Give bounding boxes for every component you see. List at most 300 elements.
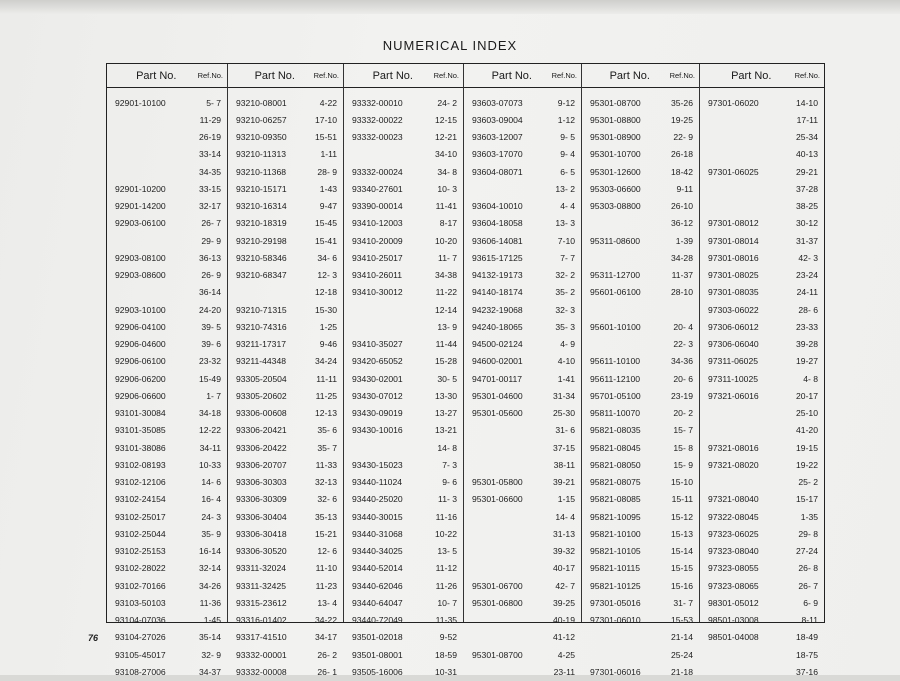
part-number: 97321-08040 xyxy=(708,494,759,505)
table-row xyxy=(582,129,699,146)
table-row xyxy=(228,370,343,387)
part-number: 95301-05800 xyxy=(472,477,523,488)
part-number: 98501-03008 xyxy=(708,615,759,626)
ref-number: 11-22 xyxy=(435,287,457,298)
table-row xyxy=(700,577,824,594)
part-number: 95301-05600 xyxy=(472,408,523,419)
table-row xyxy=(228,422,343,439)
table-row xyxy=(344,198,463,215)
part-number: 93603-07073 xyxy=(472,97,523,108)
ref-number: 13- 9 xyxy=(437,321,457,332)
table-row xyxy=(582,491,699,508)
part-number: 95601-06100 xyxy=(590,287,641,298)
table-row xyxy=(228,215,343,232)
table-row xyxy=(107,318,227,335)
part-number: 92903-10100 xyxy=(115,304,166,315)
ref-number: 1-25 xyxy=(319,321,337,332)
part-number: 93104-07036 xyxy=(115,615,166,626)
ref-number: 11- 7 xyxy=(438,252,457,263)
ref-number: 8-17 xyxy=(439,218,457,229)
table-row xyxy=(464,215,581,232)
table-row xyxy=(464,577,581,594)
ref-number: 1-12 xyxy=(557,114,575,125)
table-row xyxy=(228,560,343,577)
table-row xyxy=(464,301,581,318)
header-ref-no: Ref.No. xyxy=(669,71,695,80)
ref-number: 12- 3 xyxy=(317,270,337,281)
table-row xyxy=(582,163,699,180)
part-number: 93210-71315 xyxy=(236,304,287,315)
ref-number: 34-35 xyxy=(199,166,221,177)
table-row xyxy=(582,198,699,215)
table-row xyxy=(582,111,699,128)
ref-number: 40-13 xyxy=(796,149,818,160)
part-number: 93604-08071 xyxy=(472,166,523,177)
table-row xyxy=(344,370,463,387)
table-row xyxy=(700,336,824,353)
table-row xyxy=(464,163,581,180)
part-number: 93604-10010 xyxy=(472,201,523,212)
ref-number: 32- 6 xyxy=(317,494,337,505)
table-row xyxy=(582,646,699,663)
header-part-no: Part No. xyxy=(609,69,650,82)
ref-number: 23-32 xyxy=(199,356,221,367)
table-row xyxy=(344,318,463,335)
table-row xyxy=(107,370,227,387)
index-column xyxy=(582,64,700,677)
ref-number: 39- 6 xyxy=(201,339,221,350)
table-row xyxy=(344,612,463,629)
ref-number: 35-26 xyxy=(671,97,693,108)
part-number: 93101-30084 xyxy=(115,408,166,419)
part-number: 95821-10125 xyxy=(590,580,641,591)
ref-number: 16- 4 xyxy=(201,494,221,505)
table-row xyxy=(107,560,227,577)
part-number: 93332-00022 xyxy=(352,114,403,125)
table-row xyxy=(700,387,824,404)
ref-number: 34-17 xyxy=(315,632,337,643)
ref-number: 26- 7 xyxy=(201,218,221,229)
ref-number: 11-37 xyxy=(671,270,693,281)
part-number: 97323-08055 xyxy=(708,563,759,574)
part-number: 95301-04600 xyxy=(472,390,523,401)
part-number: 95821-08085 xyxy=(590,494,641,505)
ref-number: 12-21 xyxy=(435,132,457,143)
ref-number: 31-34 xyxy=(553,390,575,401)
table-row xyxy=(582,525,699,542)
table-row xyxy=(464,94,581,111)
ref-number: 20- 2 xyxy=(673,408,693,419)
page-title: NUMERICAL INDEX xyxy=(382,38,518,53)
part-number: 93306-30404 xyxy=(236,511,287,522)
table-row xyxy=(344,474,463,491)
part-number: 93210-09350 xyxy=(236,132,287,143)
part-number: 93102-25044 xyxy=(115,528,166,539)
part-number: 93505-16006 xyxy=(352,666,403,677)
ref-number: 35- 9 xyxy=(201,528,221,539)
table-row xyxy=(228,353,343,370)
table-row xyxy=(107,663,227,680)
ref-number: 24-11 xyxy=(796,287,818,298)
ref-number: 37-15 xyxy=(553,442,575,453)
ref-number: 15-13 xyxy=(671,528,693,539)
part-number: 93210-08001 xyxy=(236,97,287,108)
part-number: 93440-30015 xyxy=(352,511,403,522)
part-number: 92903-08100 xyxy=(115,252,166,263)
table-row xyxy=(344,180,463,197)
ref-number: 14- 6 xyxy=(201,477,221,488)
part-number: 93306-30303 xyxy=(236,477,287,488)
ref-number: 9-12 xyxy=(557,97,575,108)
ref-number: 39-32 xyxy=(553,546,575,557)
table-row xyxy=(464,543,581,560)
part-number: 93440-31068 xyxy=(352,528,403,539)
part-number: 93604-18058 xyxy=(472,218,523,229)
part-number: 93440-72049 xyxy=(352,615,403,626)
table-row xyxy=(464,318,581,335)
part-number: 95611-10100 xyxy=(590,356,641,367)
part-number: 93440-52014 xyxy=(352,563,403,574)
ref-number: 17-10 xyxy=(315,114,337,125)
header-part-no: Part No. xyxy=(372,69,413,82)
ref-number: 8-11 xyxy=(801,615,818,626)
part-number: 93311-32024 xyxy=(236,563,287,574)
ref-number: 15-14 xyxy=(671,546,693,557)
index-column xyxy=(107,64,228,677)
table-row xyxy=(228,629,343,646)
table-row xyxy=(700,543,824,560)
index-column xyxy=(700,64,824,677)
part-number: 94132-19173 xyxy=(472,270,523,281)
part-number: 93311-32425 xyxy=(236,580,287,591)
part-number: 95301-10700 xyxy=(590,149,641,160)
ref-number: 25- 2 xyxy=(798,477,818,488)
part-number: 93210-11368 xyxy=(236,166,287,177)
column-header xyxy=(344,64,463,88)
ref-number: 36-12 xyxy=(671,218,693,229)
table-row xyxy=(228,663,343,680)
table-row xyxy=(228,146,343,163)
part-number: 97301-06010 xyxy=(590,615,641,626)
part-number: 94500-02124 xyxy=(472,339,523,350)
ref-number: 15-21 xyxy=(315,528,337,539)
ref-number: 42- 7 xyxy=(555,580,575,591)
ref-number: 19-27 xyxy=(796,356,818,367)
ref-number: 34-26 xyxy=(199,580,221,591)
table-row xyxy=(344,336,463,353)
table-row xyxy=(228,491,343,508)
table-row xyxy=(582,215,699,232)
ref-number: 23-19 xyxy=(671,390,693,401)
ref-number: 6- 9 xyxy=(803,597,818,608)
part-number: 93315-23612 xyxy=(236,597,287,608)
part-number: 92906-04100 xyxy=(115,321,166,332)
table-row xyxy=(464,560,581,577)
ref-number: 17-11 xyxy=(796,114,818,125)
ref-number: 41-20 xyxy=(796,425,818,436)
part-number: 93410-25017 xyxy=(352,252,403,263)
ref-number: 7- 3 xyxy=(442,459,457,470)
table-row xyxy=(700,249,824,266)
ref-number: 1-43 xyxy=(319,183,337,194)
ref-number: 26- 8 xyxy=(798,563,818,574)
table-row xyxy=(700,301,824,318)
ref-number: 19-15 xyxy=(796,442,818,453)
part-number: 97323-06025 xyxy=(708,528,759,539)
part-number: 97301-06016 xyxy=(590,666,641,677)
table-row xyxy=(107,249,227,266)
part-number: 93410-35027 xyxy=(352,339,403,350)
ref-number: 34-37 xyxy=(199,666,221,677)
table-row xyxy=(464,249,581,266)
table-row xyxy=(700,198,824,215)
ref-number: 38-11 xyxy=(553,459,575,470)
part-number: 93430-09019 xyxy=(352,408,403,419)
ref-number: 37-28 xyxy=(796,183,818,194)
table-row xyxy=(228,405,343,422)
table-row xyxy=(464,370,581,387)
part-number: 93340-27601 xyxy=(352,183,403,194)
part-number: 97323-08040 xyxy=(708,546,759,557)
table-row xyxy=(464,405,581,422)
part-number: 92903-06100 xyxy=(115,218,166,229)
table-row xyxy=(344,594,463,611)
part-number: 95301-08700 xyxy=(590,97,641,108)
ref-number: 14- 4 xyxy=(555,511,575,522)
ref-number: 42- 3 xyxy=(798,252,818,263)
ref-number: 29- 8 xyxy=(798,528,818,539)
ref-number: 9-11 xyxy=(676,183,693,194)
part-number: 97301-06020 xyxy=(708,97,759,108)
part-number: 92906-06200 xyxy=(115,373,166,384)
ref-number: 41-12 xyxy=(553,632,575,643)
table-row xyxy=(582,301,699,318)
header-part-no: Part No. xyxy=(491,69,532,82)
part-number: 93306-00608 xyxy=(236,408,287,419)
ref-number: 27-24 xyxy=(796,546,818,557)
part-number: 95301-08800 xyxy=(590,114,641,125)
table-row xyxy=(700,111,824,128)
table-row xyxy=(228,336,343,353)
ref-number: 7- 7 xyxy=(560,252,575,263)
ref-number: 32- 3 xyxy=(555,304,575,315)
table-row xyxy=(582,232,699,249)
table-row xyxy=(700,94,824,111)
ref-number: 28-10 xyxy=(671,287,693,298)
ref-number: 6- 5 xyxy=(560,166,575,177)
part-number: 92901-10100 xyxy=(115,97,166,108)
table-row xyxy=(582,560,699,577)
table-row xyxy=(228,387,343,404)
ref-number: 31-13 xyxy=(553,528,575,539)
table-row xyxy=(700,629,824,646)
table-row xyxy=(228,456,343,473)
part-number: 93430-02001 xyxy=(352,373,403,384)
ref-number: 15-49 xyxy=(199,373,221,384)
part-number: 93306-30309 xyxy=(236,494,287,505)
part-number: 93440-11024 xyxy=(352,477,403,488)
ref-number: 32-13 xyxy=(315,477,337,488)
part-number: 97311-06025 xyxy=(708,356,759,367)
part-number: 93104-27026 xyxy=(115,632,166,643)
table-row xyxy=(228,94,343,111)
part-number: 93332-00023 xyxy=(352,132,403,143)
part-number: 95821-10095 xyxy=(590,511,641,522)
ref-number: 10-20 xyxy=(435,235,457,246)
table-row xyxy=(582,543,699,560)
header-ref-no: Ref.No. xyxy=(551,71,577,80)
table-row xyxy=(582,456,699,473)
ref-number: 39- 5 xyxy=(201,321,221,332)
table-row xyxy=(107,198,227,215)
table-row xyxy=(344,543,463,560)
ref-number: 11-25 xyxy=(315,390,337,401)
column-header xyxy=(582,64,699,88)
ref-number: 29- 9 xyxy=(201,235,221,246)
table-row xyxy=(582,405,699,422)
table-row xyxy=(107,232,227,249)
table-row xyxy=(107,577,227,594)
part-number: 97301-08016 xyxy=(708,252,759,263)
part-number: 93211-44348 xyxy=(236,356,287,367)
table-row xyxy=(107,508,227,525)
part-number: 93306-30520 xyxy=(236,546,287,557)
ref-number: 14-10 xyxy=(796,97,818,108)
part-number: 93103-50103 xyxy=(115,597,166,608)
part-number: 97301-08035 xyxy=(708,287,759,298)
part-number: 93420-65052 xyxy=(352,356,403,367)
ref-number: 11-41 xyxy=(435,201,457,212)
ref-number: 34-18 xyxy=(199,408,221,419)
part-number: 93332-00024 xyxy=(352,166,403,177)
part-number: 95821-08045 xyxy=(590,442,641,453)
table-row xyxy=(228,508,343,525)
table-row xyxy=(344,163,463,180)
ref-number: 23-24 xyxy=(796,270,818,281)
ref-number: 18-49 xyxy=(796,632,818,643)
part-number: 92906-04600 xyxy=(115,339,166,350)
part-number: 97311-10025 xyxy=(708,373,759,384)
table-row xyxy=(228,543,343,560)
part-number: 95301-12600 xyxy=(590,166,641,177)
table-row xyxy=(582,284,699,301)
ref-number: 10-22 xyxy=(435,528,457,539)
ref-number: 9- 4 xyxy=(560,149,575,160)
header-ref-no: Ref.No. xyxy=(794,71,820,80)
table-row xyxy=(700,456,824,473)
part-number: 93603-09004 xyxy=(472,114,523,125)
table-row xyxy=(464,267,581,284)
table-row xyxy=(464,422,581,439)
ref-number: 28- 9 xyxy=(317,166,337,177)
part-number: 93102-25153 xyxy=(115,546,166,557)
table-row xyxy=(344,439,463,456)
table-row xyxy=(700,422,824,439)
ref-number: 9- 5 xyxy=(560,132,575,143)
table-row xyxy=(582,94,699,111)
table-row xyxy=(464,439,581,456)
table-row xyxy=(464,284,581,301)
ref-number: 4- 8 xyxy=(803,373,818,384)
ref-number: 13-27 xyxy=(435,408,457,419)
table-row xyxy=(700,508,824,525)
ref-number: 28- 6 xyxy=(798,304,818,315)
ref-number: 15-28 xyxy=(435,356,457,367)
ref-number: 34-22 xyxy=(315,615,337,626)
table-row xyxy=(107,646,227,663)
table-row xyxy=(464,629,581,646)
ref-number: 15-41 xyxy=(315,235,337,246)
ref-number: 11-33 xyxy=(315,459,337,470)
part-number: 93410-26011 xyxy=(352,270,403,281)
ref-number: 11-16 xyxy=(435,511,457,522)
ref-number: 39-25 xyxy=(553,597,575,608)
column-header xyxy=(464,64,581,88)
table-row xyxy=(344,267,463,284)
ref-number: 13- 4 xyxy=(317,597,337,608)
table-row xyxy=(228,525,343,542)
table-row xyxy=(582,577,699,594)
table-row xyxy=(582,336,699,353)
table-row xyxy=(228,594,343,611)
table-row xyxy=(464,387,581,404)
part-number: 92901-10200 xyxy=(115,183,166,194)
ref-number: 1-41 xyxy=(557,373,575,384)
ref-number: 37-16 xyxy=(796,666,818,677)
ref-number: 18-75 xyxy=(796,649,818,660)
ref-number: 21-18 xyxy=(671,666,693,677)
part-number: 93210-74316 xyxy=(236,321,287,332)
part-number: 97321-06016 xyxy=(708,390,759,401)
table-row xyxy=(107,387,227,404)
ref-number: 26- 9 xyxy=(201,270,221,281)
part-number: 93603-12007 xyxy=(472,132,523,143)
ref-number: 1- 7 xyxy=(206,390,221,401)
part-number: 93430-07012 xyxy=(352,390,403,401)
part-number: 95303-06600 xyxy=(590,183,641,194)
ref-number: 11-12 xyxy=(435,563,457,574)
table-row xyxy=(107,353,227,370)
ref-number: 34-38 xyxy=(435,270,457,281)
part-number: 93501-08001 xyxy=(352,649,403,660)
part-number: 97301-08025 xyxy=(708,270,759,281)
part-number: 97323-08065 xyxy=(708,580,759,591)
table-row xyxy=(582,353,699,370)
part-number: 95821-10115 xyxy=(590,563,641,574)
table-row xyxy=(582,612,699,629)
table-row xyxy=(107,129,227,146)
ref-number: 30- 5 xyxy=(437,373,457,384)
ref-number: 1-39 xyxy=(675,235,693,246)
ref-number: 13-21 xyxy=(435,425,457,436)
table-row xyxy=(464,111,581,128)
table-row xyxy=(107,439,227,456)
table-row xyxy=(107,94,227,111)
table-row xyxy=(464,146,581,163)
part-number: 93101-38086 xyxy=(115,442,166,453)
ref-number: 13- 2 xyxy=(555,183,575,194)
part-number: 94140-18174 xyxy=(472,287,523,298)
ref-number: 15-51 xyxy=(315,132,337,143)
ref-number: 4- 9 xyxy=(560,339,575,350)
part-number: 93102-12106 xyxy=(115,477,166,488)
part-number: 93306-30418 xyxy=(236,528,287,539)
part-number: 93440-34025 xyxy=(352,546,403,557)
header-part-no: Part No. xyxy=(731,69,772,82)
ref-number: 11-44 xyxy=(435,339,457,350)
table-row xyxy=(344,560,463,577)
ref-number: 39-28 xyxy=(796,339,818,350)
